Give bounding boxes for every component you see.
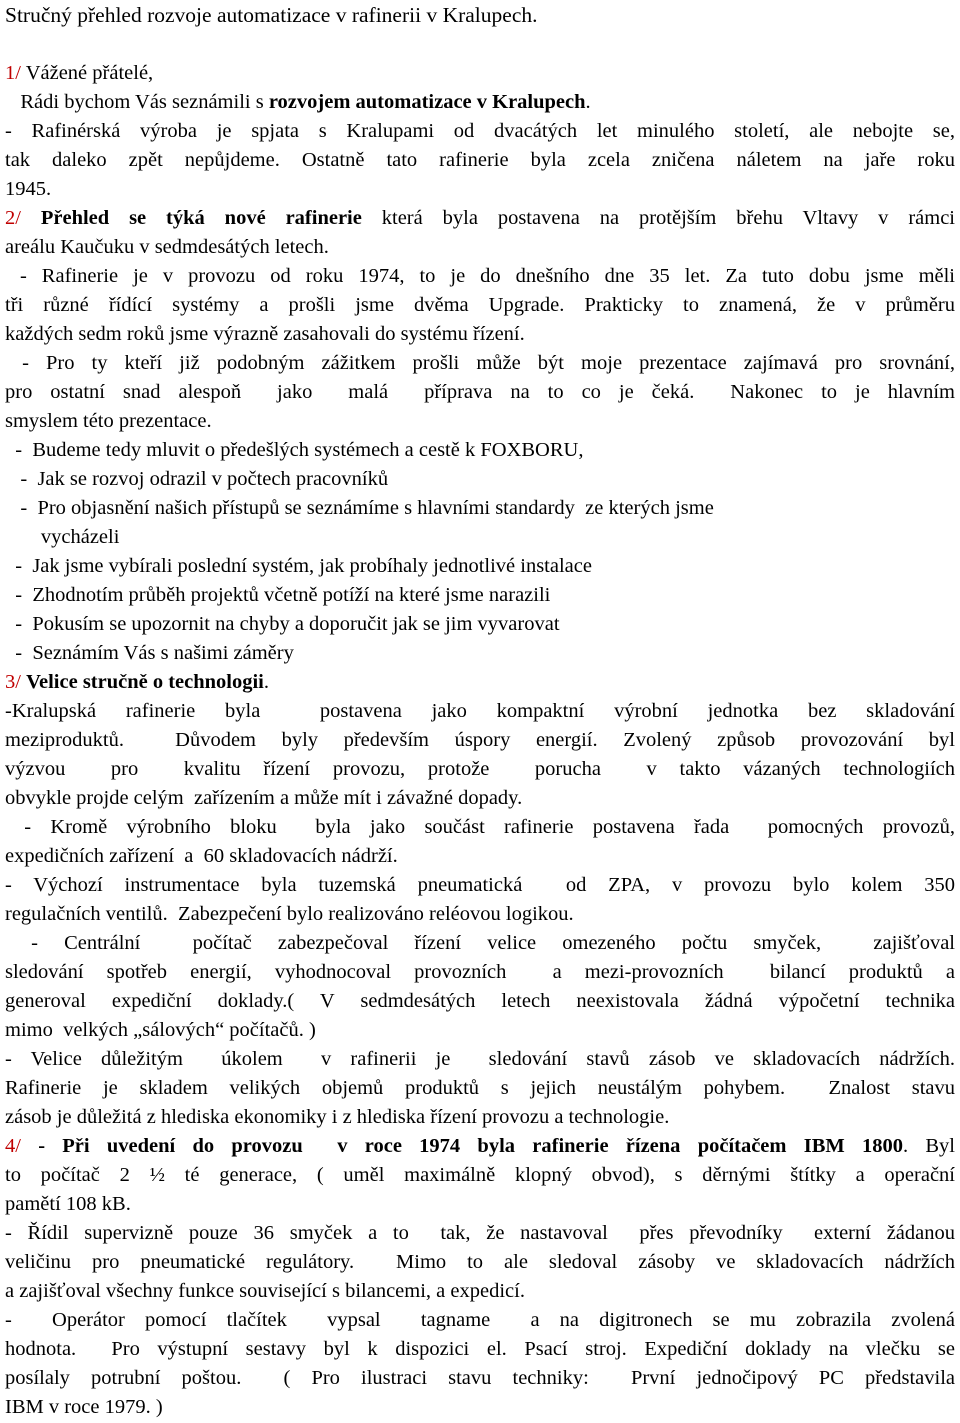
document-title: Stručný přehled rozvoje automatizace v rafinerii v Kralupech. [5,3,538,27]
text-line [5,872,955,898]
text-line [5,89,955,115]
text-line [5,379,955,405]
text-line [5,959,955,985]
text-run: - Kromě výrobního bloku byla jako součást rafinerie postavena řada pomocných provozů, [5,816,955,838]
text-run: Rádi bychom Vás seznámili s [5,91,269,113]
text-line [5,1162,955,1188]
text-run: 1945. [5,178,52,200]
text-line [5,640,955,666]
text-run: Rafinerie je skladem velikých objemů produktů s jejich neustálým pohybem. Znalost stavu [5,1077,955,1099]
text-line [5,553,955,579]
text-run: veličinu pro pneumatické regulátory. Mimo to ale sledoval zásoby ve skladovacích nádržích [5,1251,955,1273]
text-line [5,118,955,144]
text-line [5,1278,955,1304]
text-line [5,234,955,260]
text-run: zásob je důležitá z hlediska ekonomiky i z hlediska řízení provozu a technologie. [5,1106,670,1128]
text-line [5,843,955,869]
text-run: expedičních zařízení a 60 skladovacích nádrží. [5,845,398,867]
text-run: každých sedm roků jsme výrazně zasahovali do systému řízení. [5,323,525,345]
emphasis-text: - Při uvedení do provozu v roce 1974 byla rafinerie řízena počítačem IBM 1800 [38,1135,903,1157]
text-line [5,814,955,840]
text-run: - Řídil supervizně pouze 36 smyček a to tak, že nastavoval přes převodníky externí žádanou [5,1222,955,1244]
text-run: generoval expediční doklady.( V sedmdesátých letech neexistovala žádná výpočetní technika [5,990,955,1012]
text-line [5,205,955,231]
section-number: 2/ [5,207,41,229]
text-line [5,785,955,811]
text-run: vycházeli [5,526,120,548]
text-run: to počítač 2 ½ té generace, ( uměl maximálně klopný obvod), s děrnými štítky a operační [5,1164,955,1186]
text-run: smyslem této prezentace. [5,410,212,432]
text-run: . [585,91,591,113]
text-line [5,350,955,376]
text-line [5,524,955,550]
emphasis-text: Velice stručně o technologii [26,671,264,693]
text-run: - Pro objasnění našich přístupů se seznámíme s hlavními standardy ze kterých jsme [5,497,714,519]
text-run: - Pro ty kteří již podobným zážitkem prošli může být moje prezentace zajímavá pro srovnání, [5,352,955,374]
text-line [5,437,955,463]
text-run: -Kralupská rafinerie byla postavena jako kompaktní výrobní jednotka bez skladování [5,700,955,722]
text-run: - Jak jsme vybírali poslední systém, jak probíhaly jednotlivé instalace [5,555,592,577]
text-line [5,1075,955,1101]
text-run: obvykle projde celým zařízením a může mít i závažné dopady. [5,787,523,809]
text-run: - Seznámím Vás s našimi záměry [5,642,294,664]
text-line [5,1046,955,1072]
text-run: - Budeme tedy mluvit o předešlých systémech a cestě k FOXBORU, [5,439,584,461]
emphasis-text: Přehled se týká nové rafinerie [40,207,362,229]
text-run: - Centrální počítač zabezpečoval řízení velice omezeného počtu smyček, zajišťoval [5,932,955,954]
text-run: pro ostatní snad alespoň jako malá příprava na to co je čeká. Nakonec to je hlavním [5,381,955,403]
text-line [5,1017,955,1043]
text-line [5,988,955,1014]
text-line [5,1220,955,1246]
text-line [5,698,955,724]
text-line [5,466,955,492]
text-run: meziproduktů. Důvodem byly především úspory energií. Zvolený způsob provozování byl [5,729,955,751]
text-run: . [263,671,270,693]
text-line [5,147,955,173]
text-line [5,176,955,202]
section-number: 1/ [5,62,26,84]
emphasis-text: rozvojem automatizace v Kralupech [268,91,586,113]
text-run: výzvou pro kvalitu řízení provozu, protože porucha v takto vázaných technologiích [5,758,955,780]
text-line [5,1394,955,1420]
text-run: - Pokusím se upozornit na chyby a doporučit jak se jim vyvarovat [5,613,560,635]
text-run: posílaly potrubní poštou. ( Pro ilustraci stavu techniky: První jednočipový PC představila [5,1367,955,1389]
text-line [5,321,955,347]
text-line [5,1104,955,1130]
text-line [5,727,955,753]
text-run: - Velice důležitým úkolem v rafinerii je sledování stavů zásob ve skladovacích nádržích. [5,1048,955,1070]
text-line [5,901,955,927]
text-line [5,263,955,289]
text-run: areálu Kaučuku v sedmdesátých letech. [5,236,329,258]
text-line [5,1191,955,1217]
text-run: která byla postavena na protějším břehu Vltavy v rámci [361,207,955,229]
text-run: pamětí 108 kB. [5,1193,131,1215]
text-run: - Rafinérská výroba je spjata s Kralupami od dvacátých let minulého století, ale nebojte se, [5,120,955,142]
text-run: tak daleko zpět nepůjdeme. Ostatně tato rafinerie byla zcela zničena náletem na jaře roku [5,149,955,171]
text-run: - Zhodnotím průběh projektů včetně potíží na které jsme narazili [5,584,551,606]
text-run: - Výchozí instrumentace byla tuzemská pneumatická od ZPA, v provozu bylo kolem 350 [5,874,955,896]
text-line [5,1249,955,1275]
text-run: regulačních ventilů. Zabezpečení bylo realizováno reléovou logikou. [5,903,574,925]
text-line [5,495,955,521]
section-number: 3/ [5,671,27,693]
text-line [5,1133,955,1159]
section-number: 4/ [5,1135,39,1157]
text-line [5,1365,955,1391]
text-run: hodnota. Pro výstupní sestavy byl k dispozici el. Psací stroj. Expediční doklady na vlečku se [5,1338,955,1360]
text-line [5,930,955,956]
text-run: - Jak se rozvoj odrazil v počtech pracovníků [5,468,389,490]
text-run: Vážené přátelé, [25,62,154,84]
text-run: - Operátor pomocí tlačítek vypsal tagname a na digitronech se mu zobrazila zvolená [5,1309,955,1331]
text-run: a zajišťoval všechny funkce související s bilancemi, a expedicí. [5,1280,525,1302]
text-line [5,292,955,318]
text-line [5,1336,955,1362]
text-run: tři různé řídící systémy a prošli jsme dvěma Upgrade. Prakticky to znamená, že v průměru [5,294,955,316]
text-line [5,1307,955,1333]
text-line [5,669,955,695]
text-line [5,60,955,86]
text-line [5,582,955,608]
text-run: sledování spotřeb energií, vyhodnocoval provozních a mezi-provozních bilancí produktů a [5,961,955,983]
text-line [5,756,955,782]
text-run: . Byl [903,1135,955,1157]
text-line [5,408,955,434]
text-line [5,611,955,637]
text-run: IBM v roce 1979. ) [5,1396,163,1418]
text-run: - Rafinerie je v provozu od roku 1974, to je do dnešního dne 35 let. Za tuto dobu jsme měli [5,265,955,287]
text-run: mimo velkých „sálových“ počítačů. ) [5,1019,316,1041]
